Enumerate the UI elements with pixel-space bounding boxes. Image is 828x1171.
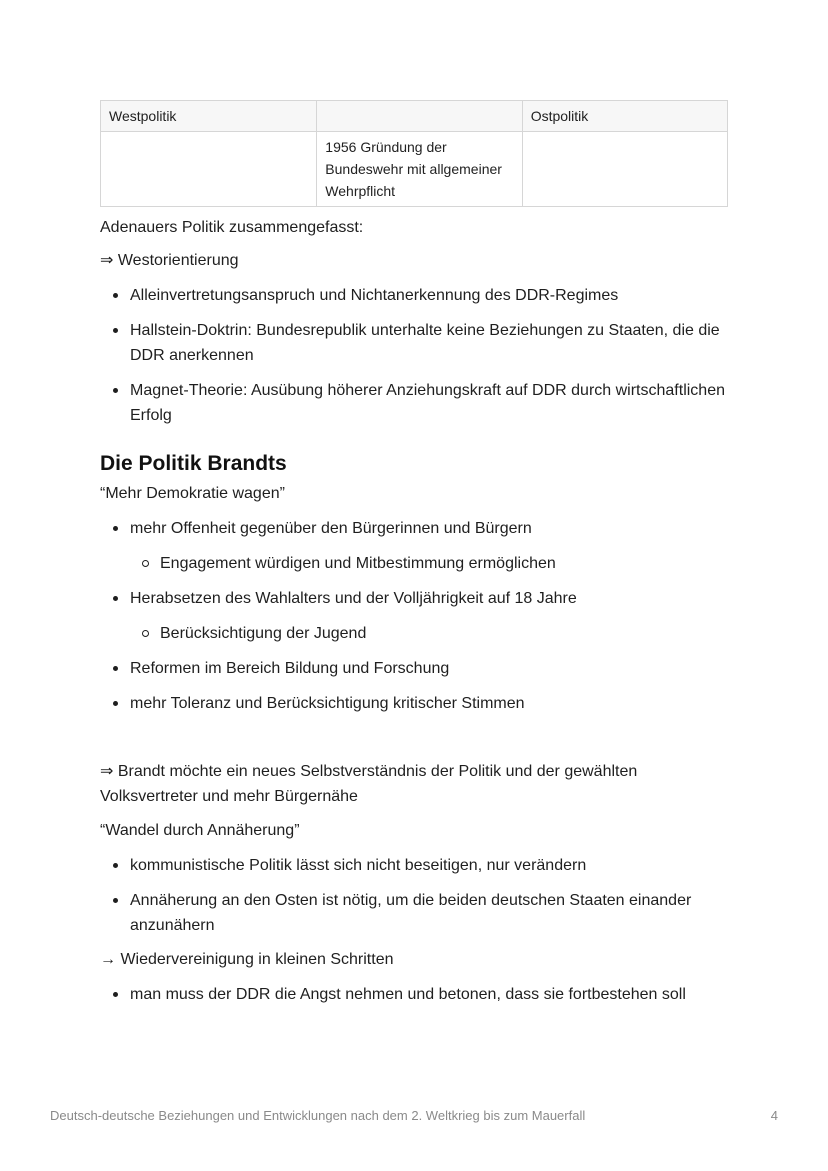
list-item-text: mehr Offenheit gegenüber den Bürgerinnen und Bürgern bbox=[130, 520, 532, 537]
wandel-list bbox=[100, 853, 728, 938]
page-number: 4 bbox=[770, 1108, 778, 1123]
table-header-empty bbox=[317, 101, 522, 132]
list-item: Reformen im Bereich Bildung und Forschung bbox=[100, 656, 728, 681]
list-item: man muss der DDR die Angst nehmen und betonen, dass sie fortbestehen soll bbox=[100, 982, 728, 1007]
sub-list-item: Engagement würdigen und Mitbestimmung ermöglichen bbox=[100, 551, 728, 576]
list-item: Magnet-Theorie: Ausübung höherer Anziehungskraft auf DDR durch wirtschaftlichen Erfolg bbox=[100, 378, 728, 428]
list-item bbox=[100, 516, 728, 576]
list-item: Hallstein-Doktrin: Bundesrepublik unterhalte keine Beziehungen zu Staaten, die die DDR anerkennen bbox=[100, 318, 728, 368]
wiedervereinigung-line: → Wiedervereinigung in kleinen Schritten bbox=[100, 951, 394, 968]
list-item bbox=[100, 586, 728, 646]
adenauer-intro: Adenauers Politik zusammengefasst: bbox=[100, 219, 364, 236]
table-cell-ost bbox=[522, 132, 727, 207]
section-heading-brandt: Die Politik Brandts bbox=[100, 452, 287, 475]
adenauer-list bbox=[100, 283, 728, 428]
list-item: mehr Toleranz und Berücksichtigung kritischer Stimmen bbox=[100, 691, 728, 716]
footer-title: Deutsch-deutsche Beziehungen und Entwicklungen nach dem 2. Weltkrieg bis zum Mauerfall bbox=[50, 1108, 586, 1123]
page-footer bbox=[50, 1108, 778, 1123]
sub-list bbox=[100, 621, 728, 646]
table-header-row bbox=[101, 101, 728, 132]
list-item-text: Herabsetzen des Wahlalters und der Volljährigkeit auf 18 Jahre bbox=[130, 590, 577, 607]
quote-mehr-demokratie: “Mehr Demokratie wagen” bbox=[100, 485, 285, 502]
sub-list-item: Berücksichtigung der Jugend bbox=[100, 621, 728, 646]
table-header-westpolitik: Westpolitik bbox=[101, 101, 317, 132]
politics-table bbox=[100, 100, 728, 207]
brandt-conclusion: ⇒ Brandt möchte ein neues Selbstverständnis der Politik und der gewählten Volksvertreter und mehr Bürgernähe bbox=[100, 763, 638, 805]
wandel-list-2 bbox=[100, 982, 728, 1007]
list-item: kommunistische Politik lässt sich nicht beseitigen, nur verändern bbox=[100, 853, 728, 878]
adenauer-arrow-line: ⇒ Westorientierung bbox=[100, 252, 239, 269]
table-cell-middle: 1956 Gründung der Bundeswehr mit allgemeiner Wehrpflicht bbox=[317, 132, 522, 207]
list-item: Annäherung an den Osten ist nötig, um die beiden deutschen Staaten einander anzunähern bbox=[100, 888, 728, 938]
table-header-ostpolitik: Ostpolitik bbox=[522, 101, 727, 132]
document-page bbox=[100, 100, 728, 1007]
quote-wandel-durch-annaeherung: “Wandel durch Annäherung” bbox=[100, 822, 300, 839]
list-item: Alleinvertretungsanspruch und Nichtanerkennung des DDR-Regimes bbox=[100, 283, 728, 308]
table-row bbox=[101, 132, 728, 207]
sub-list bbox=[100, 551, 728, 576]
table-cell-west bbox=[101, 132, 317, 207]
brandt-list bbox=[100, 516, 728, 716]
